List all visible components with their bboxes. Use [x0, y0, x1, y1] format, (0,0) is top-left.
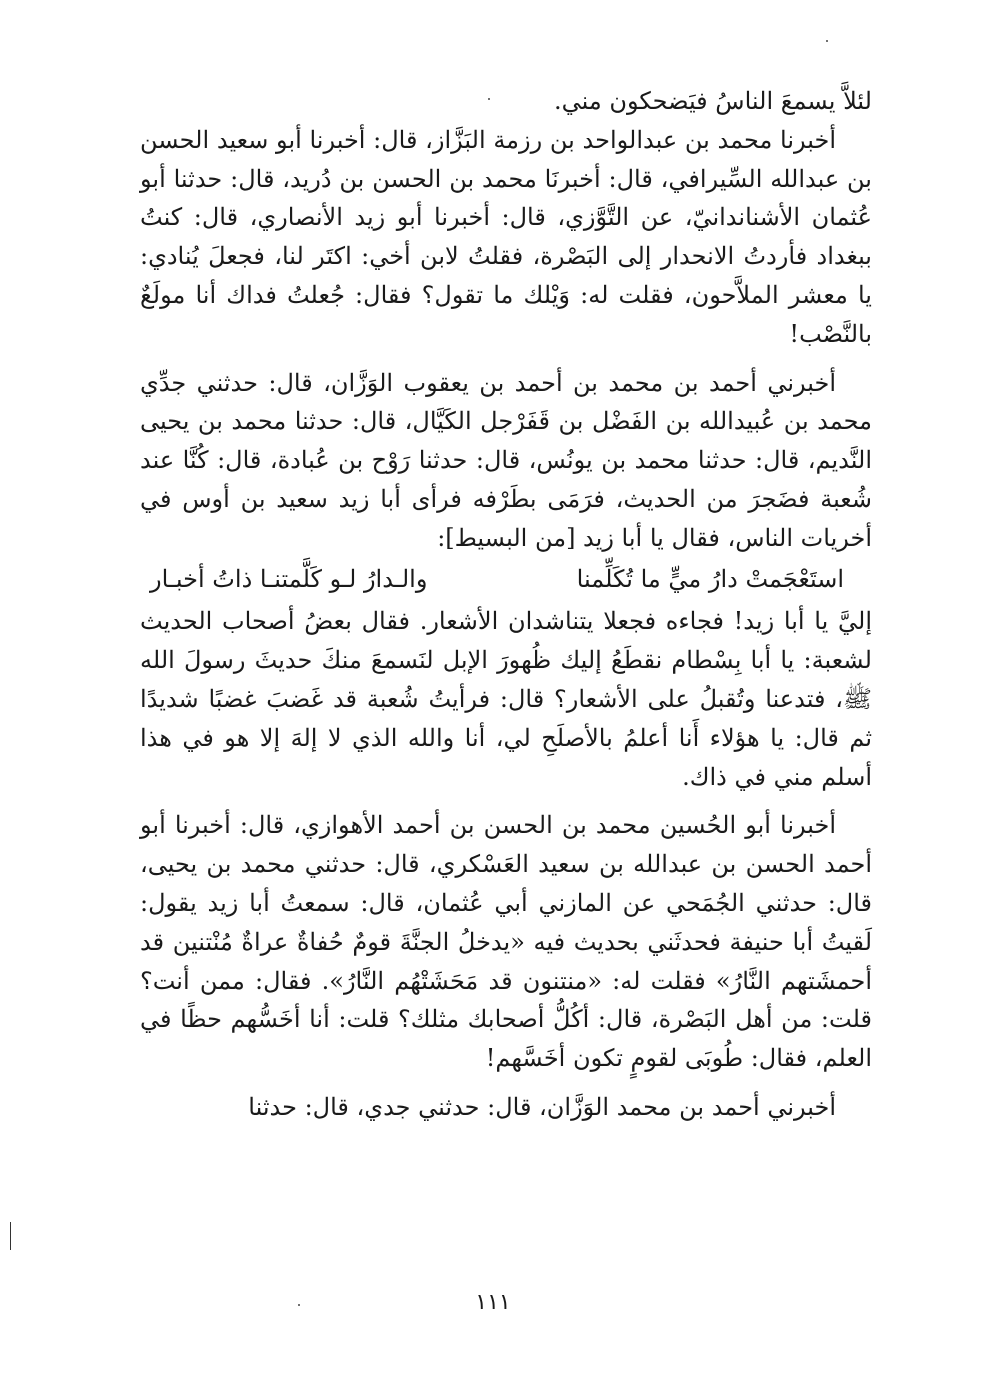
- verse-second-hemistich: والـدارُ لـو كَلَّمتنـا ذاتُ أخبـار: [150, 564, 428, 593]
- paragraph-6: أخبرني أحمد بن محمد الوَزَّان، قال: حدثني جدي، قال: حدثنا: [248, 1092, 836, 1121]
- poetry-verse: [140, 560, 872, 599]
- scan-speck: [298, 1304, 300, 1306]
- paragraph-1: لئلاَّ يسمعَ الناسُ فيَضحكون مني.: [554, 87, 872, 115]
- page-number: ١١١: [475, 1290, 511, 1315]
- scan-speck: [488, 98, 490, 100]
- paragraph-3: أخبرني أحمد بن محمد بن أحمد بن يعقوب الوَزَّان، قال: حدثني جدِّي محمد بن عُبيدالله بن الفَضْل بن قَفَرْجل الكَيَّال، قال: حدثنا محمد بن يحيى النَّديم، قال: حدثنا محمد بن يونُس، قال: حدثنا رَوْح بن عُبادة، قال: كُنَّا عند شُعبة فضَجرَ من الحديث، فرَمَى بطَرْفه فرأى أبا زيد سعيد بن أوس في أخريات الناس، فقال يا أبا زيد [من البسيط]:: [140, 368, 873, 552]
- paragraph-4: إليَّ يا أبا زيد! فجاءه فجعلا يتناشدان الأشعار. فقال بعضُ أصحاب الحديث لشعبة: يا أبا بِسْطام نقطَعُ إليك ظُهورَ الإبل لنَسمعَ منكَ حديثَ رسولَ الله ﷺ، فتدعنا وتُقبلُ على الأشعار؟ قال: فرأيتُ شُعبة قد غَضبَ غضبًا شديدًا ثم قال: يا هؤلاء أَنا أعلمُ بالأصلَحِ لي، أنا والله الذي لا إلهَ إلا هو في هذا أسلم مني في ذاك.: [140, 607, 872, 791]
- paragraph-2: أخبرنا محمد بن عبدالواحد بن رزمة البَزَّاز، قال: أخبرنا أبو سعيد الحسن بن عبدالله السِّيرافي، قال: أخبرنَا محمد بن الحسن بن دُريد، قال: حدثنا أبو عُثمان الأشناندانيّ، عن التَّوَّزي، قال: أخبرنا أبو زيد الأنصاري، قال: كنتُ ببغداد فأردتُ الانحدار إلى البَصْرة، فقلتُ لابن أخي: اكتَر لنا، فجعلَ يُنادي: يا معشر الملاَّحون، فقلت له: وَيْلك ما تقول؟ فقال: جُعلتُ فداك أنا مولَعٌ بالنَّصْب!: [140, 125, 872, 348]
- paragraph-5: أخبرنا أبو الحُسين محمد بن الحسن بن أحمد الأهوازي، قال: أخبرنا أبو أحمد الحسن بن عبدالله بن سعيد العَسْكري، قال: حدثني محمد بن يحيى، قال: حدثني الجُمَحي عن المازني أبي عُثمان، قال: سمعتُ أبا زيد يقول: لَقيتُ أبا حنيفة فحدثَني بحديث فيه «يدخلُ الجنَّةَ قومٌ حُفاةٌ عراةٌ مُنْتنين قد أحمشَتهم النَّارُ» فقلت له: «منتنون قد مَحَشَتْهُم النَّارُ». فقال: ممن أنت؟ قلت: من أهل البَصْرة، قال: أكُلُّ أصحابك مثلك؟ قلت: أنا أخَسُّهم حظًا في العلم، فقال: طُوبَى لقومٍ تكون أخَسَّهم!: [140, 811, 872, 1073]
- scan-speck: [826, 40, 828, 42]
- verse-first-hemistich: استَعْجَمتْ دارُ ميٍّ ما تُكَلِّمنا: [576, 564, 844, 593]
- scan-margin-mark: [10, 1222, 11, 1250]
- page-body: [140, 82, 872, 1127]
